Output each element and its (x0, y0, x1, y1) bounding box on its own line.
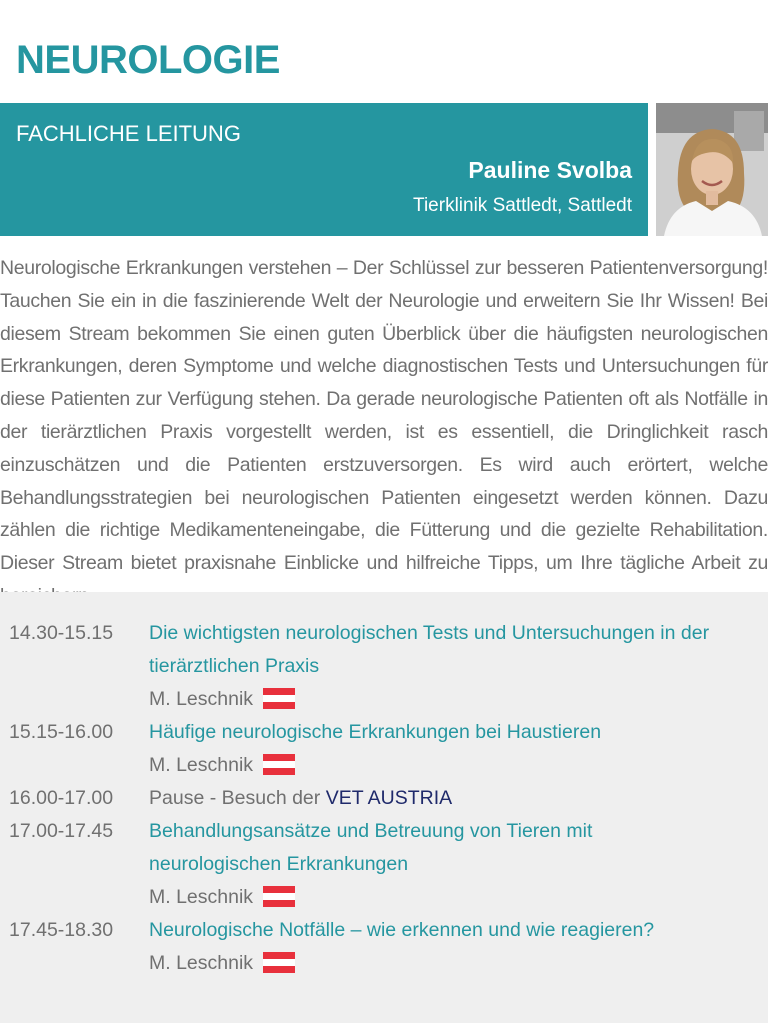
pause-label: Pause - Besuch der (149, 787, 326, 809)
lead-name: Pauline Svolba (468, 157, 632, 183)
program-schedule (0, 592, 768, 1023)
lead-portrait-photo (656, 103, 768, 236)
session-speaker (149, 749, 295, 782)
pause-brand: VET AUSTRIA (325, 787, 453, 809)
session-topic: Neurologische Notfälle – wie erkennen und wie reagieren? (149, 919, 655, 941)
session-time: 15.15-16.00 (9, 721, 114, 743)
speaker-name: M. Leschnik (149, 952, 254, 974)
speaker-name: M. Leschnik (149, 754, 254, 776)
lead-clinic: Tierklinik Sattledt, Sattledt (413, 195, 632, 216)
session-time: 16.00-17.00 (9, 787, 114, 809)
austria-flag-icon (263, 886, 295, 907)
session-time: 17.00-17.45 (9, 820, 114, 842)
session-topic: Häufige neurologische Erkrankungen bei Haustieren (149, 721, 602, 743)
austria-flag-icon (263, 952, 295, 973)
session-speaker (149, 947, 295, 980)
lead-banner (0, 103, 648, 236)
session-topic: Die wichtigsten neurologischen Tests und Untersuchungen in der tierärztlichen Praxis (149, 622, 710, 677)
session-pause (149, 782, 729, 815)
portrait-illustration (656, 103, 768, 236)
page-title: NEUROLOGIE (16, 38, 280, 82)
session-time: 14.30-15.15 (9, 622, 114, 644)
austria-flag-icon (263, 688, 295, 709)
speaker-name: M. Leschnik (149, 886, 254, 908)
intro-paragraph: Neurologische Erkrankungen verstehen – Der Schlüssel zur besseren Patientenversorgung! Tauchen Sie ein in die faszinierende Welt der Neurologie und erweitern Sie Ihr Wissen! Bei diesem Stream bekommen Sie einen guten Überblick über die häufigsten neurologischen Erkrankungen, deren Symptome und welche diagnostischen Tests und Untersuchungen für diese Patienten zur Verfügung stehen. Da gerade neurologische Patienten oft als Notfälle in der tierärztlichen Praxis vorgestellt werden, ist es essentiell, die Dringlichkeit rasch einzuschätzen und die Patienten erstzuversorgen. Es wird auch erörtert, welche Behandlungsstrategien bei neurologischen Patienten eingesetzt werden können. Dazu zählen die richtige Medikamenteneingabe, die Fütterung und die gezielte Rehabilitation. Dieser Stream bietet praxisnahe Einblicke und hilfreiche Tipps, um Ihre tägliche Arbeit zu (0, 257, 768, 575)
lead-label: FACHLICHE LEITUNG (16, 121, 241, 146)
session-speaker (149, 881, 295, 914)
session-time: 17.45-18.30 (9, 919, 114, 941)
session-speaker (149, 683, 295, 716)
austria-flag-icon (263, 754, 295, 775)
speaker-name: M. Leschnik (149, 688, 254, 710)
session-topic: Behandlungsansätze und Betreuung von Tieren mit neurologischen Erkrankungen (149, 820, 593, 875)
